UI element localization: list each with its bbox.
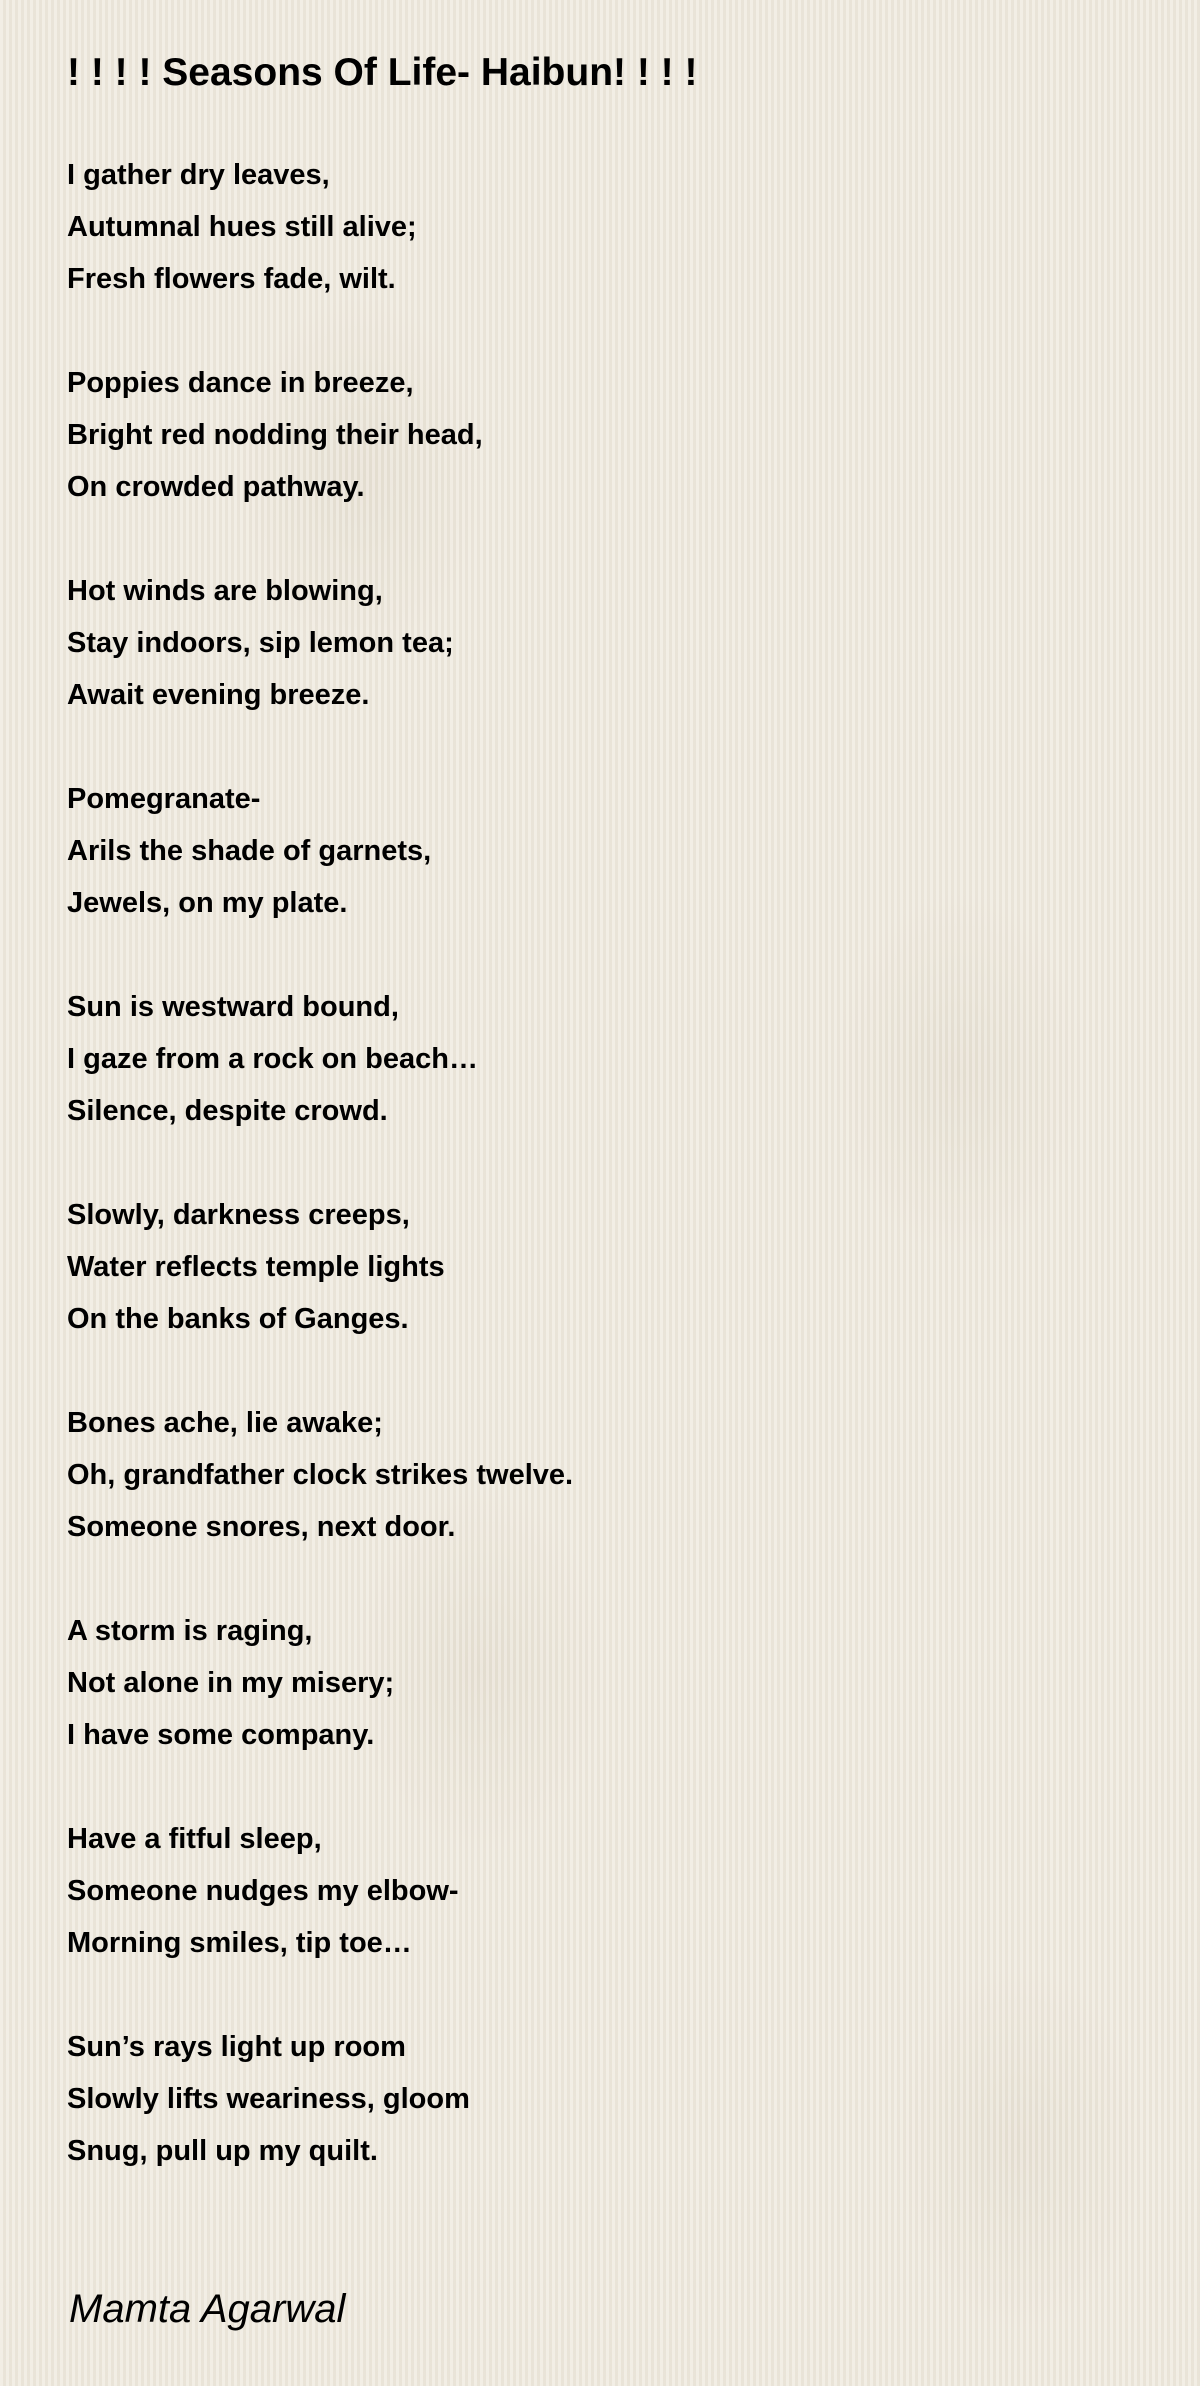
poem-line: Bright red nodding their head, — [67, 419, 483, 451]
poem-line: Slowly lifts weariness, gloom — [67, 2083, 470, 2115]
poem-line: Sun is westward bound, — [67, 991, 399, 1023]
poem-line: Snug, pull up my quilt. — [67, 2135, 378, 2167]
poem-line: Bones ache, lie awake; — [67, 1407, 383, 1439]
poem-line: Fresh flowers fade, wilt. — [67, 263, 396, 295]
poem-line: Stay indoors, sip lemon tea; — [67, 627, 454, 659]
poem-line: I gather dry leaves, — [67, 159, 330, 191]
poem-line: Silence, despite crowd. — [67, 1095, 388, 1127]
poem-line: Poppies dance in breeze, — [67, 367, 414, 399]
poem-line: Arils the shade of garnets, — [67, 835, 432, 867]
stanza — [67, 1605, 573, 1761]
poem-line: Have a fitful sleep, — [67, 1823, 322, 1855]
poem-line: Oh, grandfather clock strikes twelve. — [67, 1459, 574, 1491]
poem-line: Sun’s rays light up room — [67, 2031, 406, 2063]
poem-line: On crowded pathway. — [67, 471, 365, 503]
stanza — [67, 1397, 573, 1553]
poem-line: Slowly, darkness creeps, — [67, 1199, 410, 1231]
poem-line: Not alone in my misery; — [67, 1667, 395, 1699]
poem-line: Hot winds are blowing, — [67, 575, 383, 607]
poem-body — [67, 149, 573, 2229]
poem-line: I gaze from a rock on beach… — [67, 1043, 478, 1075]
poem-line: Water reflects temple lights — [67, 1251, 445, 1283]
poem-line: Jewels, on my plate. — [67, 887, 348, 919]
stanza — [67, 1189, 573, 1345]
stanza — [67, 981, 573, 1137]
poem-author: Mamta Agarwal — [69, 2287, 346, 2331]
poem-line: I have some company. — [67, 1719, 375, 1751]
poem-line: A storm is raging, — [67, 1615, 313, 1647]
stanza — [67, 1813, 573, 1969]
poem-line: Someone nudges my elbow- — [67, 1875, 459, 1907]
stanza — [67, 2021, 573, 2177]
poem-line: On the banks of Ganges. — [67, 1303, 409, 1335]
stanza — [67, 565, 573, 721]
stanza — [67, 773, 573, 929]
poem-line: Pomegranate- — [67, 783, 261, 815]
poem-line: Morning smiles, tip toe… — [67, 1927, 412, 1959]
poem-line: Someone snores, next door. — [67, 1511, 456, 1543]
poem-line: Await evening breeze. — [67, 679, 370, 711]
poem-title: ! ! ! ! Seasons Of Life- Haibun! ! ! ! — [67, 51, 698, 94]
stanza — [67, 149, 573, 305]
stanza — [67, 357, 573, 513]
poem-line: Autumnal hues still alive; — [67, 211, 417, 243]
